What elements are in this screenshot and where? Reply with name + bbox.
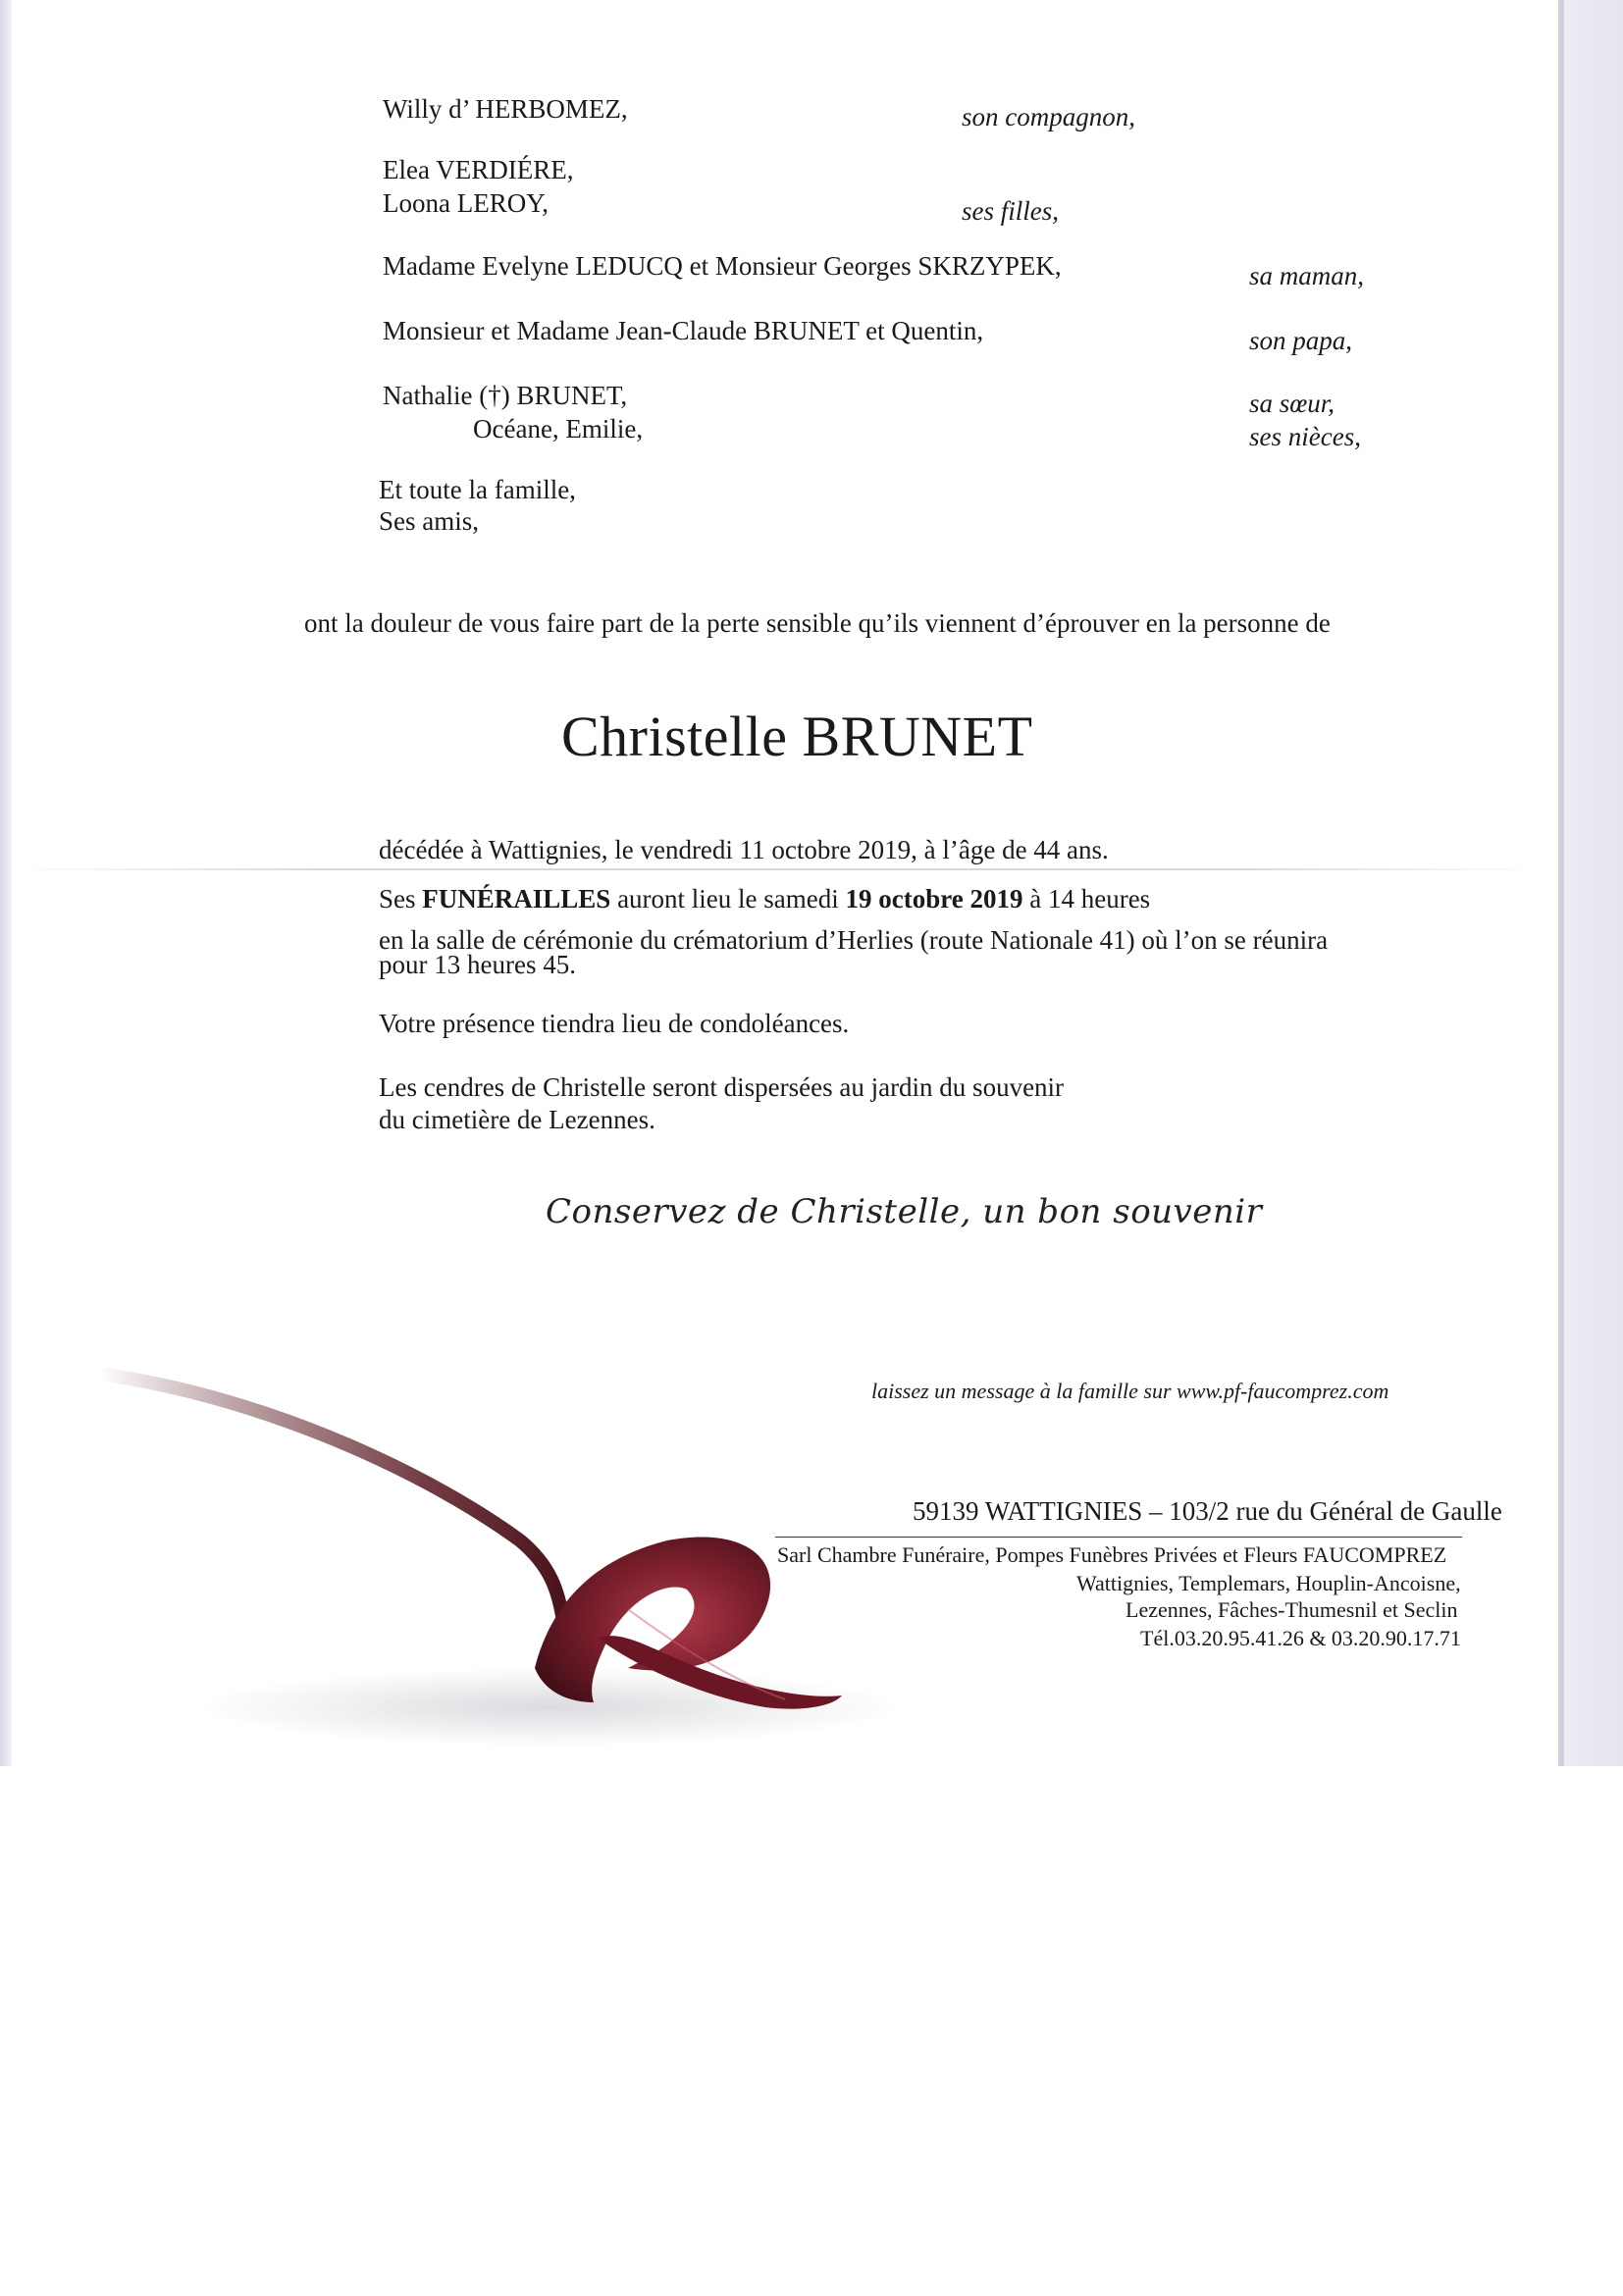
- family-loona: Loona LEROY,: [383, 188, 549, 218]
- company-line1: Sarl Chambre Funéraire, Pompes Funèbres Privées et Fleurs FAUCOMPREZ: [777, 1542, 1447, 1567]
- ashes-line2: du cimetière de Lezennes.: [379, 1105, 655, 1134]
- family-nieces-names: Océane, Emilie,: [473, 414, 644, 444]
- funeral-line2: en la salle de cérémonie du crématorium d’Herlies (route Nationale 41) où l’on se réunira: [379, 925, 1329, 955]
- ashes-line1: Les cendres de Christelle seront dispersées au jardin du souvenir: [379, 1072, 1065, 1102]
- relation-compagnon: son compagnon,: [962, 102, 1135, 131]
- relation-filles: ses filles,: [962, 196, 1059, 226]
- relation-papa: son papa,: [1249, 326, 1353, 355]
- company-line2: Wattignies, Templemars, Houplin-Ancoisne,: [1076, 1571, 1461, 1595]
- relation-soeur: sa sœur,: [1249, 389, 1335, 418]
- funeral-line3: pour 13 heures 45.: [379, 950, 576, 979]
- message-line: laissez un message à la famille sur www.pf-faucomprez.com: [871, 1379, 1389, 1403]
- fold-line: [14, 868, 1544, 870]
- family-elea: Elea VERDIÉRE,: [383, 155, 574, 184]
- death-line: décédée à Wattignies, le vendredi 11 octobre 2019, à l’âge de 44 ans.: [379, 835, 1109, 864]
- family-famille: Et toute la famille,: [379, 475, 576, 504]
- family-willy: Willy d’ HERBOMEZ,: [383, 94, 628, 124]
- company-rule: [775, 1537, 1462, 1538]
- family-papa-names: Monsieur et Madame Jean-Claude BRUNET et Quentin,: [383, 316, 984, 345]
- presence-line: Votre présence tiendra lieu de condoléances.: [379, 1009, 850, 1038]
- family-maman-names: Madame Evelyne LEDUCQ et Monsieur Georges SKRZYPEK,: [383, 251, 1062, 281]
- relation-nieces: ses nièces,: [1249, 422, 1361, 451]
- calla-lily-image: [0, 1315, 981, 1766]
- funeral-line1: Ses FUNÉRAILLES auront lieu le samedi 19 octobre 2019 à 14 heures: [379, 884, 1151, 913]
- address-line: 59139 WATTIGNIES – 103/2 rue du Général de Gaulle: [913, 1496, 1502, 1526]
- company-phone: Tél.03.20.95.41.26 & 03.20.90.17.71: [1140, 1626, 1461, 1650]
- family-nathalie: Nathalie (†) BRUNET,: [383, 381, 628, 410]
- relation-maman: sa maman,: [1249, 261, 1365, 290]
- funeral-date: 19 octobre 2019: [845, 884, 1023, 913]
- family-amis: Ses amis,: [379, 506, 480, 536]
- scan-edge-right: [1558, 0, 1623, 1766]
- funeral-word: FUNÉRAILLES: [422, 884, 611, 913]
- announcement-text: ont la douleur de vous faire part de la perte sensible qu’ils viennent d’éprouver en la personne de: [304, 608, 1331, 638]
- closing-script: Conservez de Christelle, un bon souvenir: [546, 1192, 1263, 1231]
- deceased-name: Christelle BRUNET: [561, 704, 1033, 768]
- company-line3: Lezennes, Fâches-Thumesnil et Seclin: [1126, 1597, 1458, 1622]
